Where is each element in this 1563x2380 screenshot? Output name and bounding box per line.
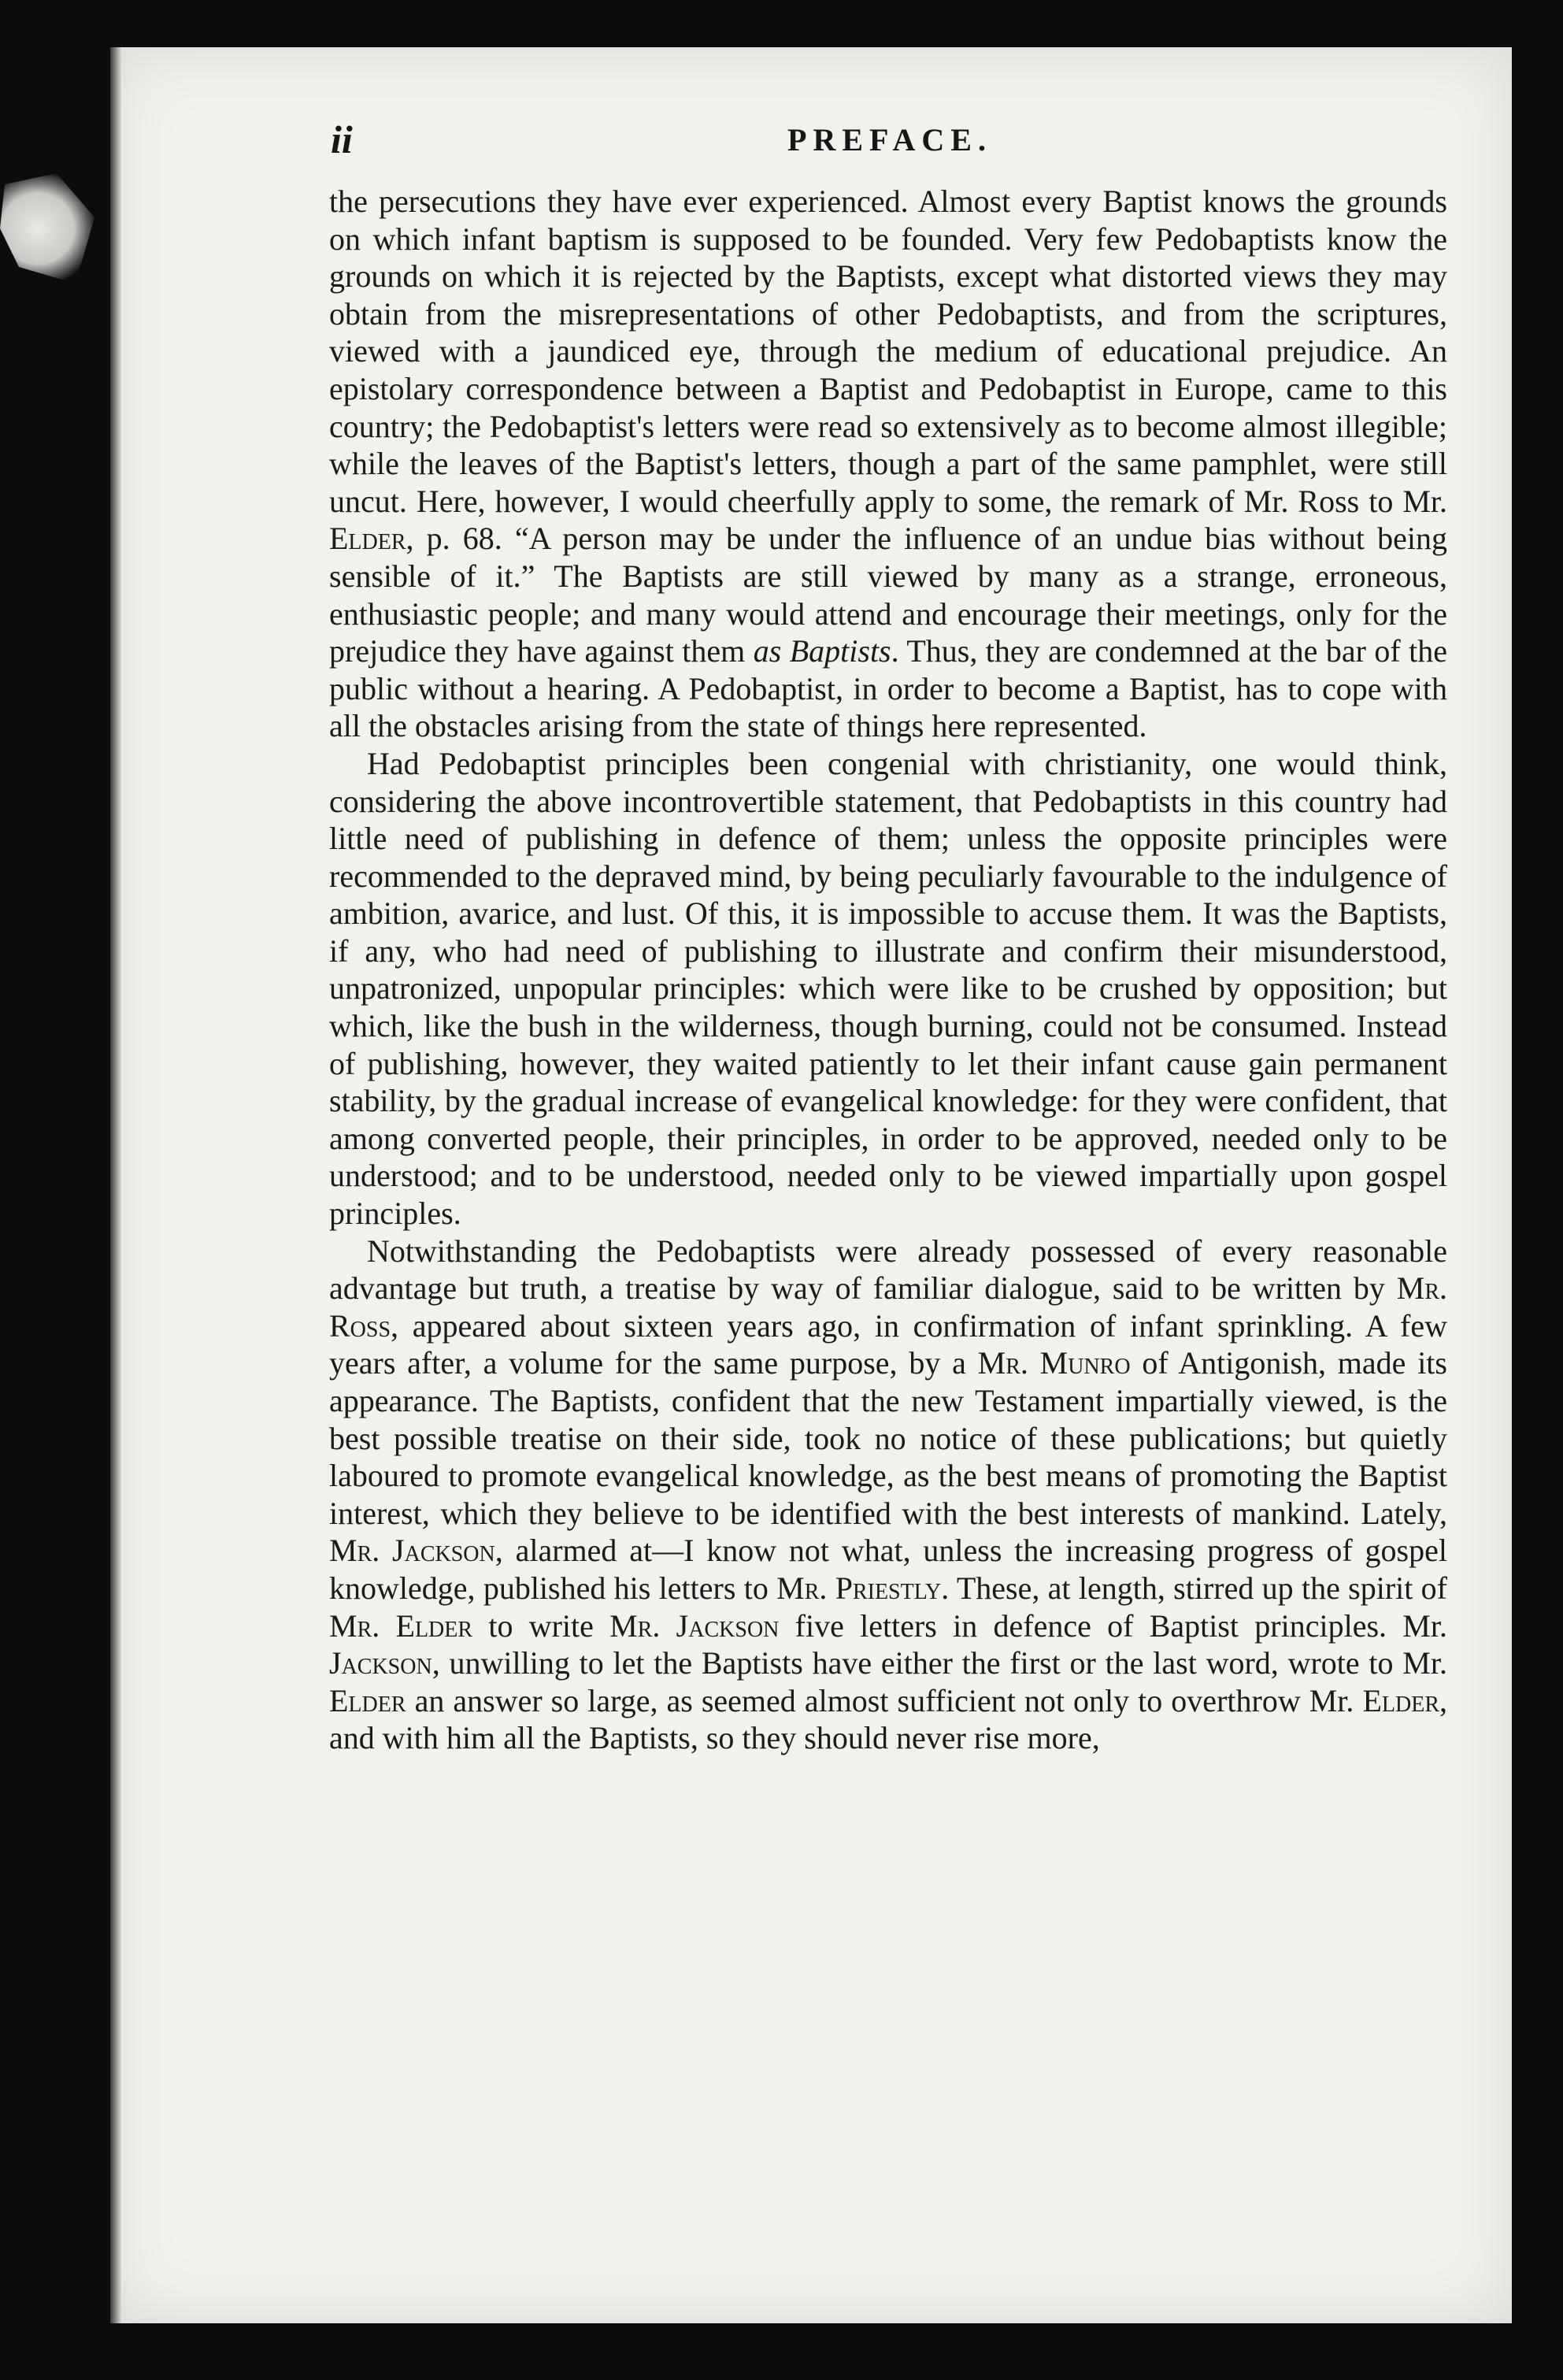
text-run: , appeared about sixteen years ago, in confirmation of infant sprinkling. A few years after, a volume for the same purpose, by a: [329, 1307, 1447, 1381]
page-header: [331, 117, 1449, 164]
text-run: to write: [472, 1607, 610, 1644]
text-run: of Antigonish, made its appearance. The Baptists, confident that the new Testament impartially viewed, is the best possible treatise on their side, took no notice of these publications; but quietly laboured to promote evangelical knowledge, as the best means of promoting the Baptist interest, which they believe to be identified with the best interests of mankind. Lately,: [329, 1345, 1447, 1531]
proper-name: Mr. Jackson: [609, 1607, 780, 1644]
text-run: , p. 68. “A person may be under the influence of an undue bias without being sensible of it.” The Baptists are still viewed by many as a strange, erroneous, enthusiastic people; and many would attend and encourage their meetings, only for the prejudice they have against them: [329, 521, 1447, 669]
text-run: . Thus, they are condemned at the bar of the public without a hearing. A Pedobaptist, in order to become a Baptist, has to cope with all the obstacles arising from the state of things here represented.: [329, 633, 1447, 744]
bottom-smudge: [1181, 2268, 1339, 2284]
text-body: [329, 183, 1447, 1757]
text-run: , unwilling to let the Baptists have either the first or the last word, wrote to Mr.: [431, 1645, 1447, 1681]
proper-name: Mr. Elder: [329, 1607, 473, 1644]
proper-name: Jackson: [329, 1645, 432, 1681]
paragraph-2: [329, 745, 1447, 1233]
text-run: , and with him all the Baptists, so they should never rise more,: [329, 1682, 1447, 1756]
italic-text: as Baptists: [753, 633, 891, 669]
proper-name: Elder: [329, 521, 406, 557]
page-number: ii: [331, 117, 353, 161]
text-run: . These, at length, stirred up the spirit of: [941, 1570, 1447, 1606]
proper-name: Elder: [1362, 1682, 1439, 1718]
proper-name: Mr. Priestly: [776, 1570, 942, 1606]
page-gutter-shadow: [110, 47, 121, 2323]
paragraph-1: [329, 183, 1447, 745]
proper-name: Elder: [329, 1682, 406, 1718]
proper-name: Mr. Jackson: [329, 1533, 495, 1569]
text-run: Notwithstanding the Pedobaptists were already possessed of every reasonable advantage but truth, a treatise by way of familiar dialogue, said to be written by: [329, 1233, 1447, 1307]
proper-name: Mr. Ross: [329, 1270, 1447, 1344]
proper-name: Mr. Munro: [977, 1345, 1131, 1381]
text-run: five letters in defence of Baptist principles. Mr.: [779, 1607, 1447, 1644]
text-run: the persecutions they have ever experienced. Almost every Baptist knows the grounds on which infant baptism is supposed to be founded. Very few Pedobaptists know the grounds on which it is rejected by the Baptists, except what distorted views they may obtain from the misrepresentations of other Pedobaptists, and from the scriptures, viewed with a jaundiced eye, through the medium of educational prejudice. An epistolary correspondence between a Baptist and Pedobaptist in Europe, came to this country; the Pedobaptist's letters were read so extensively as to become almost illegible; while the leaves of the Baptist's letters, though a part of the same pamphlet, were still uncut. Here, however, I would cheerfully apply to some, the remark of Mr. Ross to Mr.: [329, 184, 1447, 519]
paper-scrap: [0, 173, 94, 284]
paragraph-3: [329, 1233, 1447, 1757]
text-run: Had Pedobaptist principles been congenial with christianity, one would think, considering the above incontrovertible statement, that Pedobaptists in this country had little need of publishing in defence of them; unless the opposite principles were recommended to the depraved mind, by being peculiarly favourable to the indulgence of ambition, avarice, and lust. Of this, it is impossible to accuse them. It was the Baptists, if any, who had need of publishing to illustrate and confirm their misunderstood, unpatronized, unpopular principles: which were like to be crushed by opposition; but which, like the bush in the wilderness, though burning, could not be consumed. Instead of publishing, however, they waited patiently to let their infant cause gain permanent stability, by the gradual increase of evangelical knowledge: for they were confident, that among converted people, their principles, in order to be approved, needed only to be understood; and to be understood, needed only to be viewed impartially upon gospel principles.: [329, 745, 1447, 1232]
running-head: PREFACE.: [787, 122, 992, 158]
text-run: , alarmed at—I know not what, unless the increasing progress of gospel knowledge, published his letters to: [329, 1533, 1447, 1606]
text-run: an answer so large, as seemed almost sufficient not only to overthrow Mr.: [406, 1682, 1363, 1718]
